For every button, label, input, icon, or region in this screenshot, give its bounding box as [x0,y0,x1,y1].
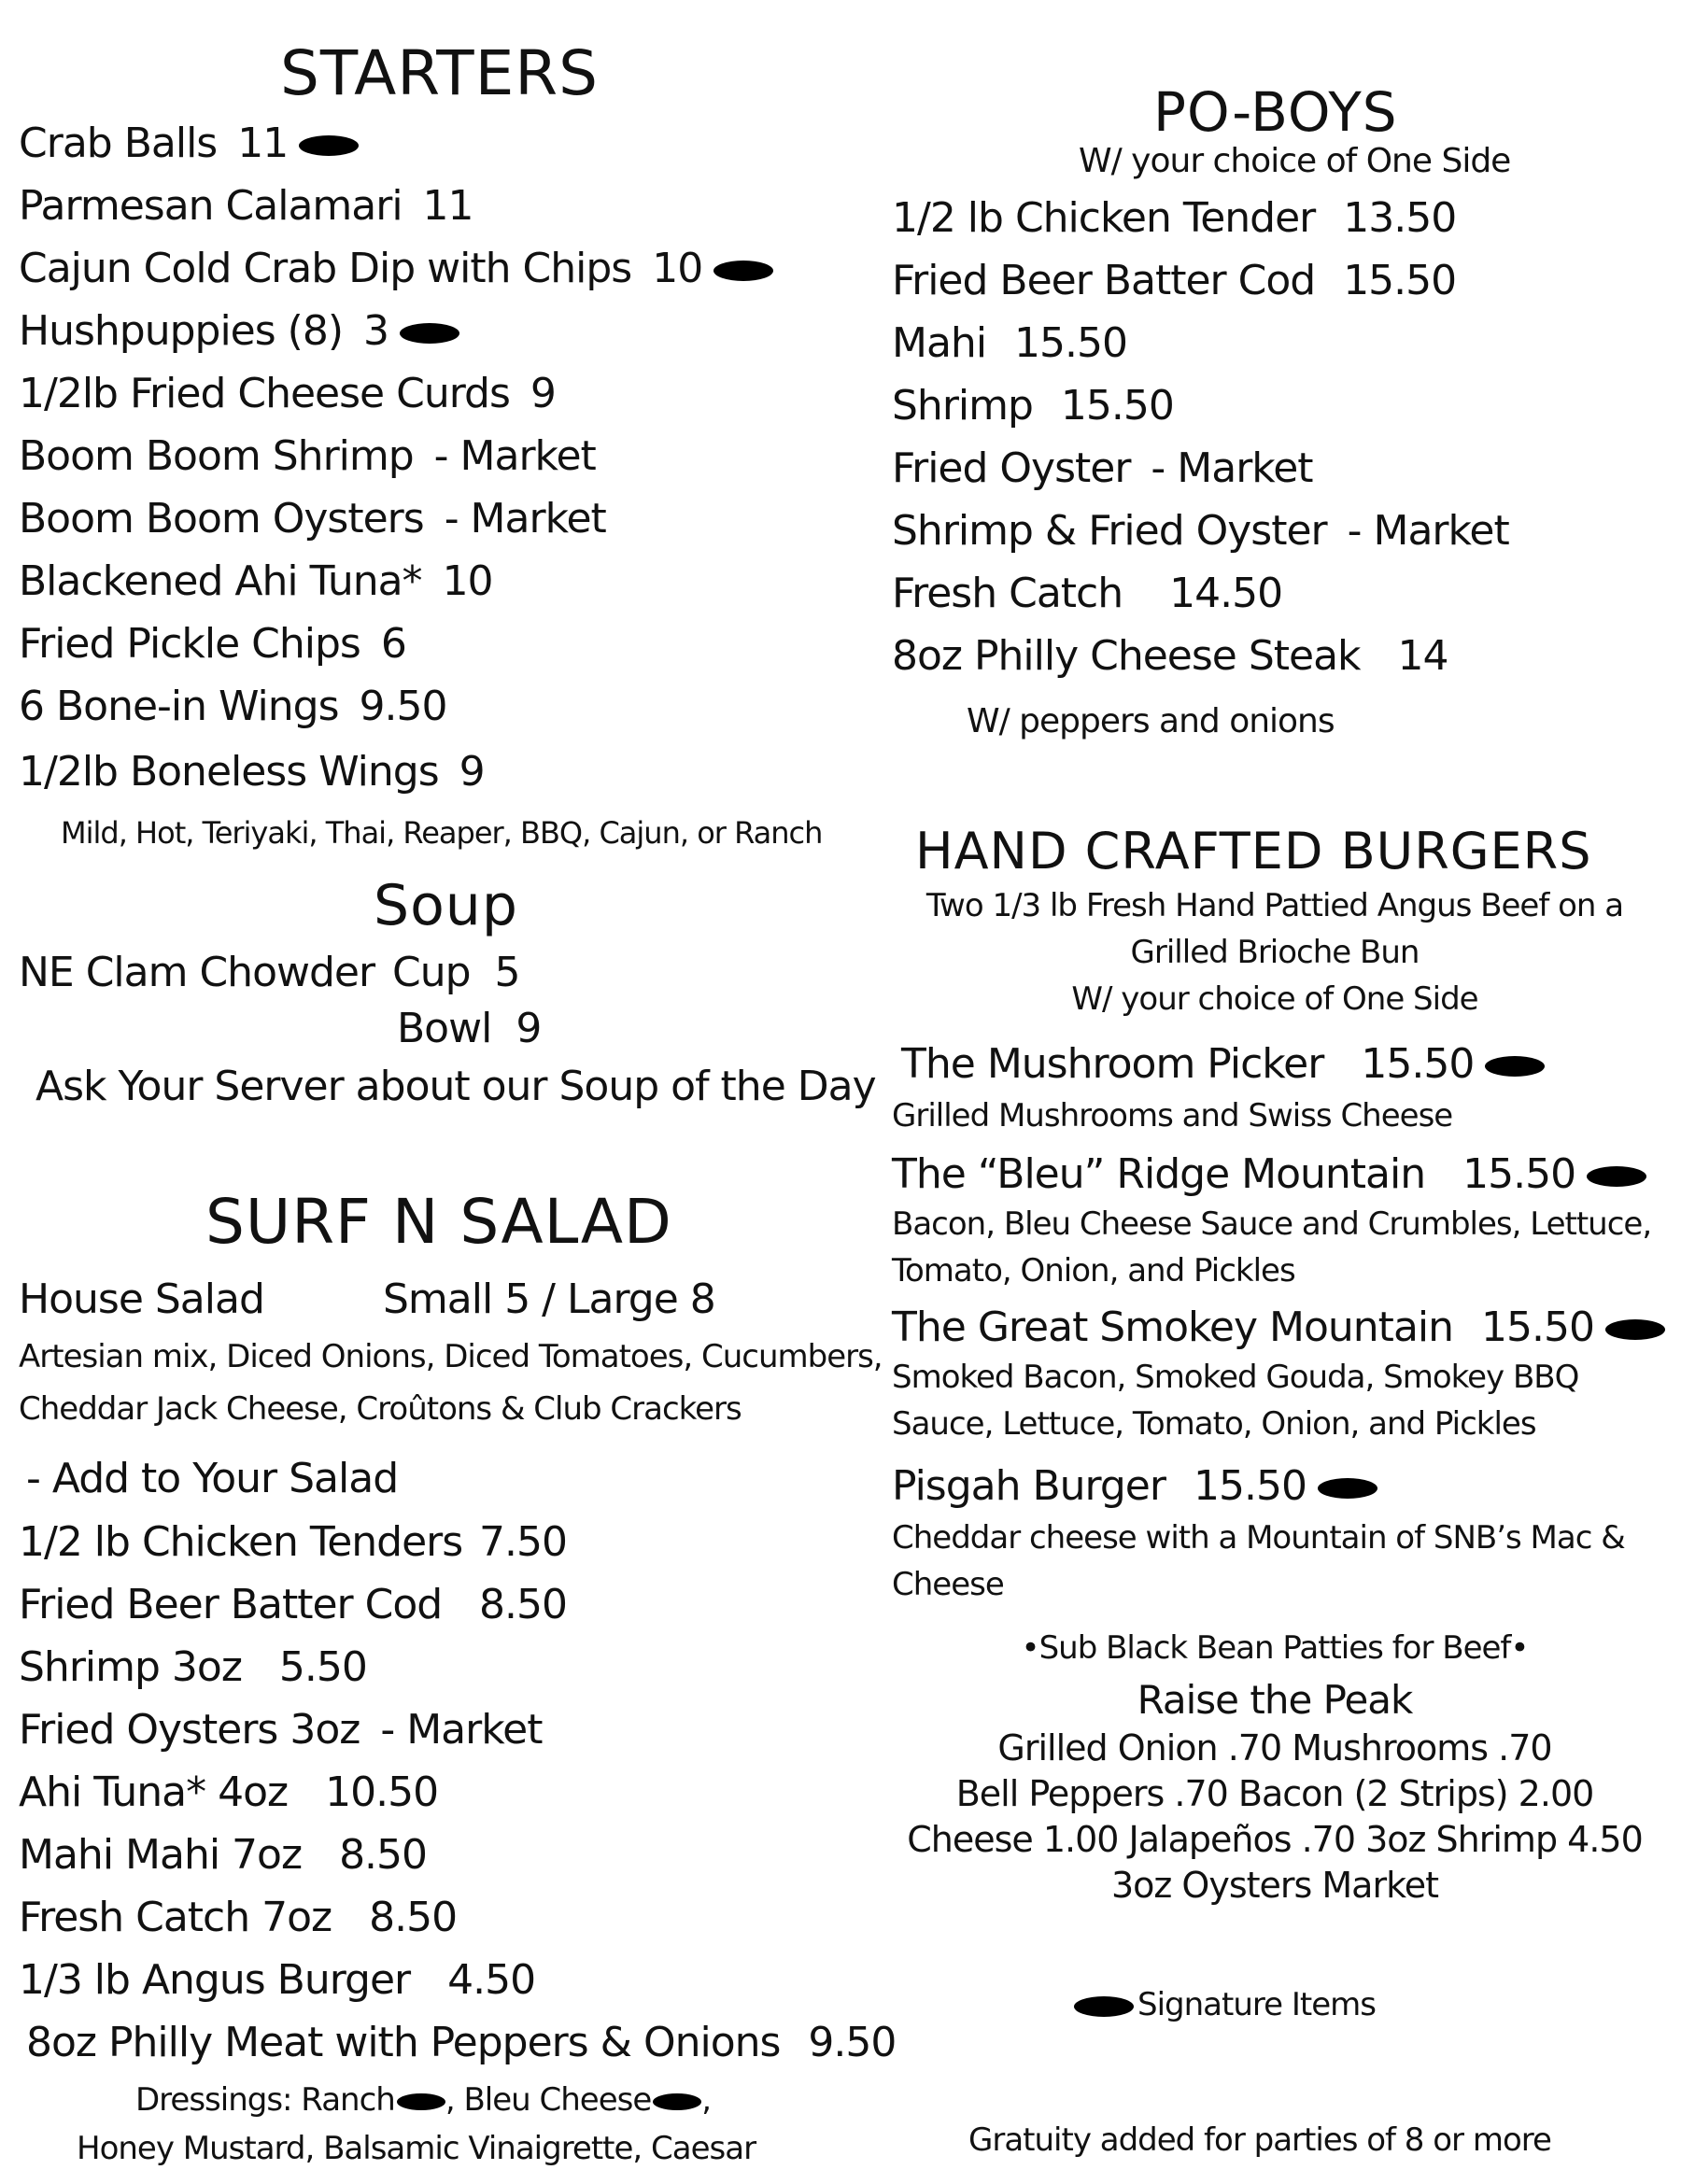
menu-item: 1/2lb Boneless Wings 9 [19,748,485,796]
soup-title: Soup [374,873,518,938]
add-on-line: Grilled Onion .70 Mushrooms .70 [997,1727,1552,1768]
signature-mark-icon [653,2093,701,2110]
menu-item: 1/2 lb Chicken Tenders [19,1518,463,1566]
surf-n-salad-title: SURF N SALAD [205,1186,672,1258]
starters-title: STARTERS [280,37,600,109]
menu-item: Shrimp & Fried Oyster - Market [892,507,1509,555]
burger-desc: Tomato, Onion, and Pickles [892,1252,1295,1289]
signature-mark-icon [1485,1056,1545,1077]
burgers-title: HAND CRAFTED BURGERS [915,822,1592,881]
menu-item: Boom Boom Shrimp - Market [19,432,596,480]
menu-item: Pisgah Burger 15.50 [892,1466,1377,1507]
menu-item: Mahi 15.50 [892,319,1128,367]
burger-desc: Grilled Mushrooms and Swiss Cheese [892,1097,1453,1134]
menu-item: Shrimp 3oz 5.50 [19,1643,367,1691]
po-boys-subtitle: W/ your choice of One Side [1079,142,1511,180]
menu-item: Crab Balls 11 [19,123,359,164]
signature-mark-icon [1318,1478,1377,1499]
menu-item: Hushpuppies (8) 3 [19,311,459,352]
raise-the-peak-title: Raise the Peak [1137,1677,1413,1723]
menu-item: Fried Oysters 3oz - Market [19,1706,543,1754]
menu-item: 1/2lb Fried Cheese Curds 9 [19,370,556,417]
menu-item: Parmesan Calamari 11 [19,182,473,230]
menu-item: 6 Bone-in Wings 9.50 [19,683,447,730]
signature-mark-icon [713,261,773,281]
menu-item: The “Bleu” Ridge Mountain 15.50 [892,1154,1646,1195]
signature-mark-icon [400,323,459,344]
wing-sauces: Mild, Hot, Teriyaki, Thai, Reaper, BBQ, Cajun, or Ranch [61,815,823,851]
menu-item: Ahi Tuna* 4oz 10.50 [19,1768,439,1816]
signature-mark-icon [1605,1319,1665,1340]
house-salad-desc: Cheddar Jack Cheese, Croûtons & Club Crackers [19,1390,742,1428]
menu-item: Fried Beer Batter Cod 15.50 [892,257,1457,304]
house-salad-desc: Artesian mix, Diced Onions, Diced Tomatoes, Cucumbers, [19,1338,883,1375]
add-on-line: Cheese 1.00 Jalapeños .70 3oz Shrimp 4.50 [907,1819,1643,1860]
menu-item: Cajun Cold Crab Dip with Chips 10 [19,248,773,289]
dressings-line: Dressings: Ranch , Bleu Cheese , [135,2081,712,2119]
menu-item: The Great Smokey Mountain 15.50 [892,1307,1665,1348]
burgers-desc: Grilled Brioche Bun [1130,934,1420,971]
po-boys-title: PO-BOYS [1153,80,1398,144]
menu-item: NE Clam Chowder [19,949,375,996]
philly-note: W/ peppers and onions [967,702,1335,740]
menu-item: Shrimp 15.50 [892,382,1174,430]
menu-item: Fresh Catch 14.50 [892,570,1283,617]
burgers-desc: Two 1/3 lb Fresh Hand Pattied Angus Beef on a [925,887,1624,924]
add-on-line: 3oz Oysters Market [1110,1865,1439,1906]
burger-desc: Bacon, Bleu Cheese Sauce and Crumbles, Lettuce, [892,1205,1652,1243]
signature-mark-icon [397,2093,445,2110]
burger-desc: Cheese [892,1566,1004,1603]
menu-item: 8oz Philly Meat with Peppers & Onions 9.50 [26,2019,897,2066]
soup-cup-price: Cup 5 [392,949,520,996]
signature-mark-icon [299,135,359,156]
gratuity-note: Gratuity added for parties of 8 or more [968,2121,1551,2159]
menu-item: Mahi Mahi 7oz 8.50 [19,1831,428,1879]
dressings-line: Honey Mustard, Balsamic Vinaigrette, Caesar [77,2130,756,2167]
sub-black-bean-note: •Sub Black Bean Patties for Beef• [1021,1629,1529,1667]
signature-mark-icon [1074,1996,1134,2017]
menu-item: 1/2 lb Chicken Tender 13.50 [892,194,1457,242]
signature-legend: Signature Items [1074,1989,1376,2021]
house-salad-price: Small 5 / Large 8 [383,1275,715,1323]
menu-item: 1/3 lb Angus Burger 4.50 [19,1956,536,2004]
menu-item: The Mushroom Picker 15.50 [901,1044,1545,1085]
menu-price: 7.50 [479,1518,567,1566]
burger-desc: Smoked Bacon, Smoked Gouda, Smokey BBQ [892,1359,1579,1396]
soup-bowl-price: Bowl 9 [397,1005,542,1052]
menu-item: 8oz Philly Cheese Steak 14 [892,632,1448,680]
menu-item: Fried Oyster - Market [892,444,1313,492]
menu-item: Blackened Ahi Tuna* 10 [19,557,493,605]
burger-desc: Cheddar cheese with a Mountain of SNB’s Mac & [892,1519,1625,1557]
add-to-salad-label: - Add to Your Salad [26,1455,399,1502]
soup-note: Ask Your Server about our Soup of the Day [35,1063,876,1110]
burgers-desc: W/ your choice of One Side [1071,980,1478,1018]
menu-item: Fried Beer Batter Cod [19,1581,443,1628]
menu-item: Fresh Catch 7oz 8.50 [19,1894,458,1941]
menu-item: Fried Pickle Chips 6 [19,620,406,668]
menu-price: 8.50 [479,1581,567,1628]
menu-item: Boom Boom Oysters - Market [19,495,606,542]
signature-mark-icon [1587,1166,1646,1187]
add-on-line: Bell Peppers .70 Bacon (2 Strips) 2.00 [955,1773,1594,1814]
menu-item: House Salad [19,1275,264,1323]
burger-desc: Sauce, Lettuce, Tomato, Onion, and Pickles [892,1405,1536,1443]
